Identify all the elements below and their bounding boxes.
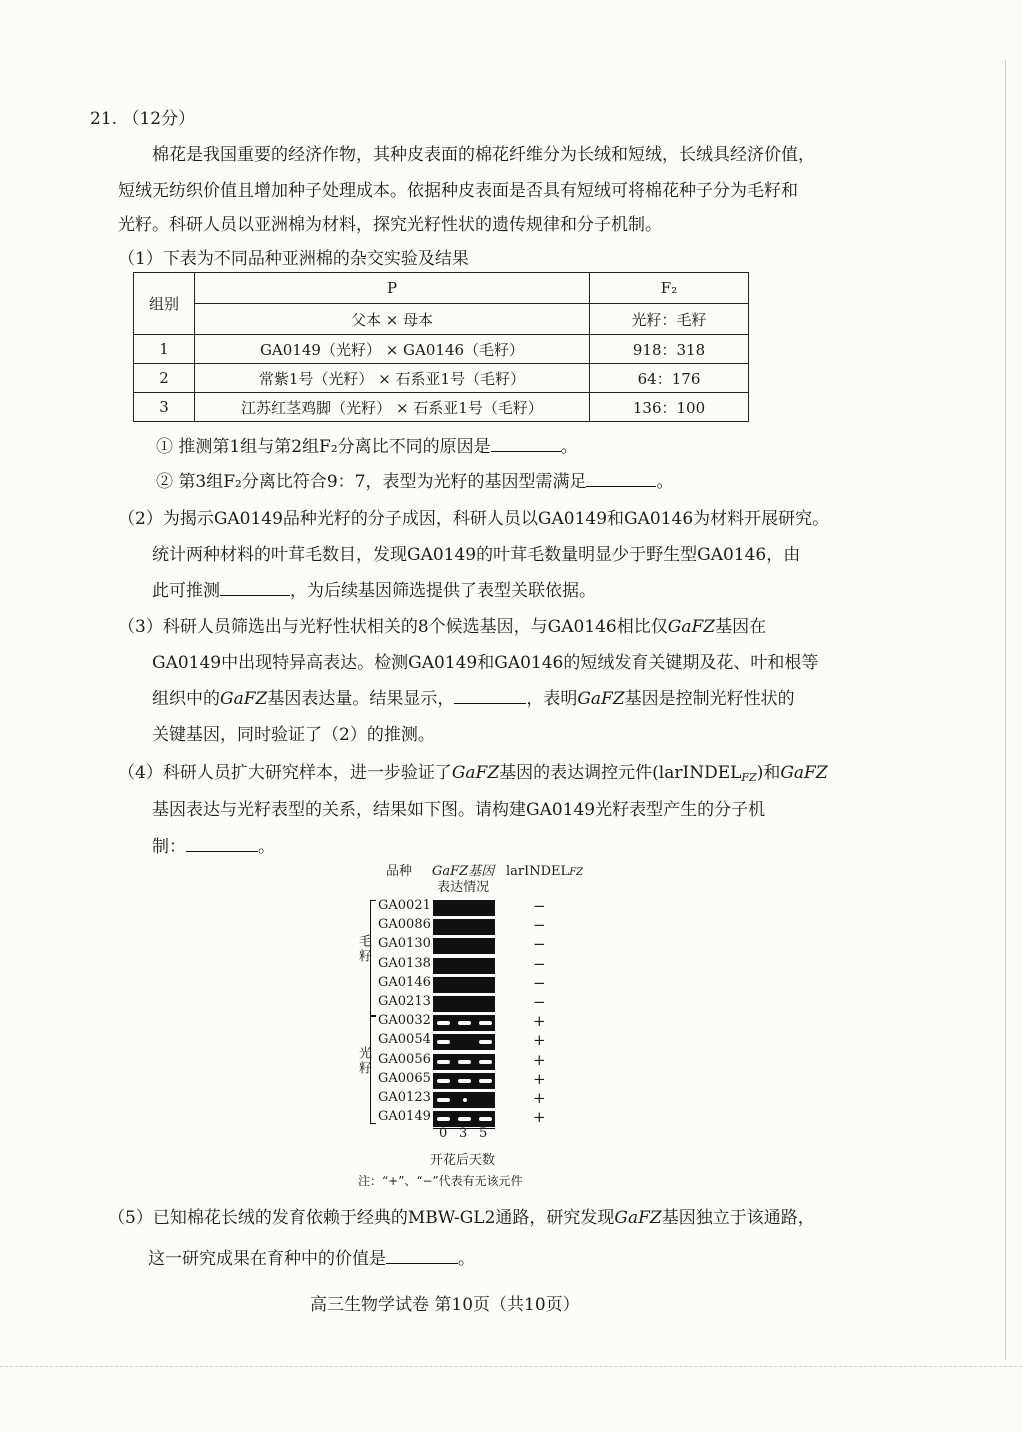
expression-band <box>458 1117 471 1121</box>
indel-sign: + <box>533 1050 546 1069</box>
part4-text: （4）科研人员扩大研究样本，进一步验证了 <box>118 763 452 783</box>
expression-band <box>479 1079 492 1083</box>
expression-band <box>458 1021 471 1025</box>
indel-sign: − <box>533 954 546 973</box>
part4-line-1 <box>118 758 828 784</box>
row-ratio: 136：100 <box>590 393 749 422</box>
expression-lane <box>433 938 495 954</box>
part1-title: （1）下表为不同品种亚洲棉的杂交实验及结果 <box>118 249 469 269</box>
axis-label: 开花后天数 <box>430 1153 496 1168</box>
variety-label: GA0086 <box>378 917 431 933</box>
expression-band <box>458 1079 471 1083</box>
expression-band <box>437 1098 450 1102</box>
variety-label: GA0123 <box>378 1090 431 1105</box>
fz-subscript: FZ <box>741 771 757 784</box>
answer-blank[interactable] <box>454 689 526 704</box>
part3-text: 基因表达量。结果显示， <box>267 689 455 709</box>
q1-end: 。 <box>560 437 578 457</box>
table-row <box>134 335 749 364</box>
gene-name: GaFZ <box>667 617 716 637</box>
part3-line-1 <box>118 612 766 637</box>
row-group: 2 <box>134 364 195 393</box>
variety-label: GA0149 <box>378 1109 431 1125</box>
expression-band <box>479 1060 492 1064</box>
part4-text: 。 <box>258 837 275 857</box>
part5-line-2 <box>148 1244 475 1269</box>
answer-blank[interactable] <box>586 472 656 487</box>
part3-line-2: GA0149中出现特异高表达。检测GA0149和GA0146的短绒发育关键期及花、叶和根等 <box>152 653 819 673</box>
header-p-sub: 父本 × 母本 <box>195 304 590 335</box>
part2-text-end: ，为后续基因筛选提供了表型关联依据。 <box>290 581 596 601</box>
expression-band <box>463 1098 467 1102</box>
fig-head-expression <box>432 864 494 896</box>
row-cross: 常紫1号（光籽） × 石系亚1号（毛籽） <box>195 364 590 393</box>
fig-head-indel <box>506 864 583 881</box>
question-score: （12分） <box>122 109 196 129</box>
intro-line-1: 棉花是我国重要的经济作物，其种皮表面的棉花纤维分为长绒和短绒，长绒具经济价值， <box>152 145 815 165</box>
variety-label: GA0032 <box>378 1013 431 1029</box>
expression-band <box>437 1117 450 1121</box>
part4-line-3 <box>152 832 275 857</box>
group-label-hairy: 毛籽 <box>356 934 371 964</box>
expression-lane <box>433 1015 495 1031</box>
intro-line-2: 短绒无纺织价值且增加种子处理成本。依据种皮表面是否具有短绒可将棉花种子分为毛籽和 <box>118 181 798 201</box>
part5-text: 基因独立于该通路， <box>661 1208 815 1228</box>
indel-subscript: FZ <box>569 867 584 878</box>
row-cross: GA0149（光籽） × GA0146（毛籽） <box>195 335 590 364</box>
part4-line-2: 基因表达与光籽表型的关系，结果如下图。请构建GA0149光籽表型产生的分子机 <box>152 800 766 820</box>
expression-lane <box>433 1111 495 1127</box>
expression-lane <box>433 919 495 935</box>
row-ratio: 64：176 <box>590 364 749 393</box>
part3-line-4: 关键基因，同时验证了（2）的推测。 <box>152 725 435 745</box>
indel-label: larINDEL <box>506 864 570 879</box>
indel-sign: + <box>533 1069 546 1088</box>
answer-blank[interactable] <box>220 581 290 596</box>
part3-text: 组织中的 <box>152 689 220 709</box>
intro-line-3: 光籽。科研人员以亚洲棉为材料，探究光籽性状的遗传规律和分子机制。 <box>118 215 662 235</box>
expression-lane <box>433 900 495 916</box>
variety-label: GA0146 <box>378 974 431 990</box>
part5-text: 。 <box>458 1249 475 1269</box>
q1-text: ① 推测第1组与第2组F₂分离比不同的原因是 <box>156 437 491 457</box>
tick-label: 3 <box>459 1126 468 1141</box>
group-label-naked: 光籽 <box>356 1046 371 1076</box>
indel-sign: + <box>533 1031 546 1050</box>
expression-band <box>479 1021 492 1025</box>
header-group: 组别 <box>134 273 195 335</box>
cross-experiment-table <box>133 272 749 422</box>
gene-name: GaFZ <box>220 689 268 709</box>
indel-sign: + <box>533 1089 546 1107</box>
fig-head-variety: 品种 <box>386 864 413 879</box>
expression-band <box>437 1060 450 1064</box>
answer-blank[interactable] <box>386 1249 458 1264</box>
part2-line-1: （2）为揭示GA0149品种光籽的分子成因，科研人员以GA0149和GA0146为材料开展研究。 <box>118 509 830 529</box>
variety-label: GA0054 <box>378 1032 431 1048</box>
header-p: P <box>195 273 590 304</box>
page-edge <box>1005 60 1006 1360</box>
variety-label: GA0130 <box>378 936 431 952</box>
header-f2-sub: 光籽：毛籽 <box>590 304 749 335</box>
page-footer: 高三生物学试卷 第10页（共10页） <box>310 1295 580 1315</box>
variety-label: GA0065 <box>378 1070 431 1086</box>
header-f2: F₂ <box>590 273 749 304</box>
expression-band <box>437 1079 450 1083</box>
indel-sign: − <box>533 973 546 992</box>
fig-head-expr-2: 表达情况 <box>437 880 490 895</box>
indel-sign: + <box>533 1108 546 1127</box>
expression-band <box>437 1021 450 1025</box>
row-group: 3 <box>134 393 195 422</box>
indel-sign: − <box>533 916 546 935</box>
table-row <box>134 393 749 422</box>
part2-line-3 <box>152 576 596 601</box>
indel-sign: + <box>533 1012 546 1031</box>
expression-lane <box>433 1054 495 1070</box>
answer-blank[interactable] <box>186 837 258 852</box>
figure-note: 注：“+”、“−”代表有无该元件 <box>358 1174 523 1188</box>
expression-band <box>479 1040 492 1044</box>
expression-band <box>458 1060 471 1064</box>
part3-line-3 <box>152 684 795 709</box>
gene-name: GaFZ <box>780 763 828 783</box>
row-group: 1 <box>134 335 195 364</box>
part2-line-2: 统计两种材料的叶茸毛数目，发现GA0149的叶茸毛数量明显少于野生型GA0146，由 <box>152 545 801 565</box>
part1-question-1 <box>156 432 578 457</box>
part5-line-1 <box>108 1203 815 1228</box>
part4-text: 基因的表达调控元件(larINDEL <box>499 763 742 783</box>
tick-label: 5 <box>479 1126 488 1141</box>
gene-name: GaFZ <box>451 763 500 783</box>
expression-lane <box>433 1092 495 1108</box>
variety-label: GA0056 <box>378 1051 431 1067</box>
variety-label: GA0021 <box>378 898 431 913</box>
part3-text: 基因是控制光籽性状的 <box>624 689 795 709</box>
table-header-row <box>134 273 749 304</box>
indel-sign: − <box>533 993 546 1011</box>
part1-question-2 <box>156 467 673 492</box>
q2-text: ② 第3组F₂分离比符合9：7，表型为光籽的基因型需满足 <box>156 472 587 492</box>
part3-text: ，表明 <box>526 689 578 709</box>
part4-text: 制： <box>152 837 186 857</box>
fig-head-expr-1: GaFZ基因 <box>432 864 495 879</box>
part3-text: （3）科研人员筛选出与光籽性状相关的8个候选基因，与GA0146相比仅 <box>118 617 668 637</box>
part3-text: 基因在 <box>715 617 767 637</box>
question-header <box>90 104 195 129</box>
part4-text: )和 <box>756 763 781 783</box>
part5-text: （5）已知棉花长绒的发育依赖于经典的MBW-GL2通路，研究发现 <box>108 1208 615 1228</box>
row-cross: 江苏红茎鸡脚（光籽） × 石系亚1号（毛籽） <box>195 393 590 422</box>
expression-band <box>437 1040 450 1044</box>
part5-text: 这一研究成果在育种中的价值是 <box>148 1249 386 1269</box>
table-subheader-row <box>134 304 749 335</box>
tick-label: 0 <box>439 1126 448 1141</box>
expression-band <box>479 1117 492 1121</box>
part2-text: 此可推测 <box>152 581 220 601</box>
page-bottom-edge <box>0 1366 1022 1368</box>
gene-name: GaFZ <box>614 1208 662 1228</box>
indel-sign: − <box>533 935 546 954</box>
variety-label: GA0138 <box>378 955 431 971</box>
variety-label: GA0213 <box>378 994 431 1009</box>
question-number: 21. <box>90 109 118 129</box>
expression-lane <box>433 996 495 1012</box>
expression-lane <box>433 958 495 974</box>
expression-lane <box>433 977 495 993</box>
row-ratio: 918：318 <box>590 335 749 364</box>
gene-name: GaFZ <box>577 689 625 709</box>
answer-blank[interactable] <box>491 437 561 452</box>
expression-lane <box>433 1034 495 1050</box>
expression-figure <box>340 860 600 1190</box>
expression-lane <box>433 1073 495 1089</box>
indel-sign: − <box>533 897 546 915</box>
table-row <box>134 364 749 393</box>
q2-end: 。 <box>656 472 674 492</box>
